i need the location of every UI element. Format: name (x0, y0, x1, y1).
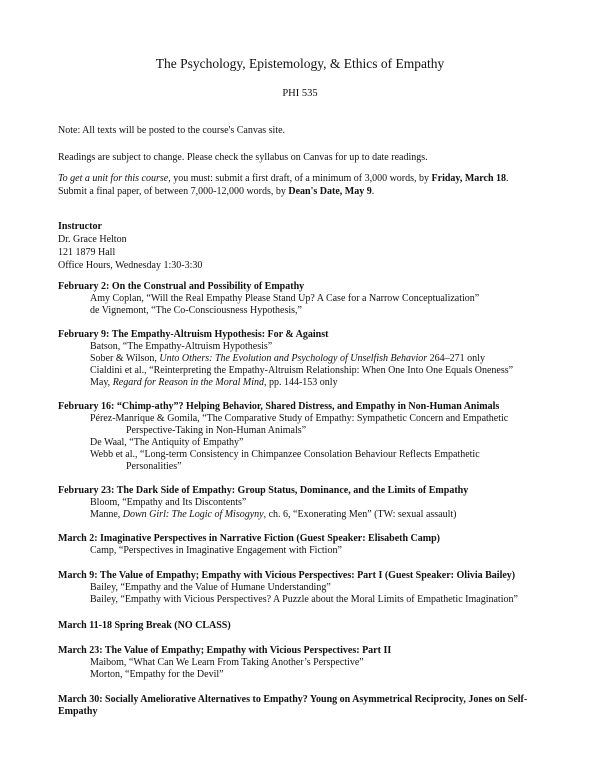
session-feb-2 (58, 281, 588, 317)
session-mar-23 (58, 645, 588, 681)
reading-item: De Waal, “The Antiquity of Empathy” (90, 437, 244, 448)
course-number: PHI 535 (282, 88, 318, 99)
unit-intro: To get a unit for this course, (58, 173, 171, 184)
reading-item-continued: Personalities” (126, 461, 182, 472)
session-title: February 23: The Dark Side of Empathy: Group Status, Dominance, and the Limits of Empathy (58, 485, 469, 496)
document-title: The Psychology, Epistemology, & Ethics of Empathy (155, 56, 445, 71)
session-feb-9 (58, 329, 588, 389)
reading-item-continued: Perspective-Taking in Non-Human Animals” (126, 425, 307, 436)
session-title: February 16: “Chimp-athy”? Helping Behavior, Shared Distress, and Empathy in Non-Human Animals (58, 401, 500, 412)
session-mar-30 (58, 694, 548, 718)
session-title: March 30: Socially Ameliorative Alternatives to Empathy? Young on Asymmetrical Reciprocity, Jones on Self-Empathy (58, 694, 528, 717)
reading-item: Webb et al., “Long-term Consistency in Chimpanzee Consolation Behaviour Reflects Empathetic (90, 449, 480, 460)
reading-author: Sober & Wilson, (90, 353, 160, 364)
spring-break (58, 620, 588, 632)
reading-item (58, 509, 588, 521)
instructor-block (58, 220, 588, 272)
canvas-note: Note: All texts will be posted to the course's Canvas site. (58, 125, 286, 136)
session-title: March 9: The Value of Empathy; Empathy with Vicious Perspectives: Part I (Guest Speaker: Olivia Bailey) (58, 570, 516, 581)
reading-author: Manne, (90, 509, 123, 520)
final-end: . (371, 186, 375, 197)
instructor-room: 121 1879 Hall (58, 247, 116, 258)
office-hours: Office Hours, Wednesday 1:30-3:30 (58, 260, 203, 271)
reading-chapter: , ch. 6, “Exonerating Men” (TW: sexual assault) (263, 509, 457, 520)
reading-item: Batson, “The Empathy-Altruism Hypothesis” (90, 341, 273, 352)
reading-item: Bloom, “Empathy and Its Discontents” (90, 497, 247, 508)
session-title: March 23: The Value of Empathy; Empathy with Vicious Perspectives: Part II (58, 645, 392, 656)
reading-item: Morton, “Empathy for the Devil” (90, 669, 224, 680)
session-feb-16 (58, 401, 588, 473)
reading-item: Camp, “Perspectives in Imaginative Engagement with Fiction” (90, 545, 342, 556)
unit-requirement (58, 172, 558, 185)
final-text: Submit a final paper, of between 7,000-12,000 words, by (58, 186, 289, 197)
draft-deadline: Friday, March 18 (431, 173, 507, 184)
reading-item (58, 353, 588, 365)
reading-book-title: Down Girl: The Logic of Misogyny (122, 509, 264, 520)
reading-pages: 264–271 only (427, 353, 485, 364)
reading-book-title: Unto Others: The Evolution and Psychology of Unselfish Behavior (159, 353, 428, 364)
reading-item (58, 377, 588, 389)
session-mar-9 (58, 570, 588, 606)
readings-change-note: Readings are subject to change. Please check the syllabus on Canvas for up to date readings. (58, 152, 428, 163)
session-title: March 11-18 Spring Break (NO CLASS) (58, 620, 231, 631)
reading-pages: , pp. 144-153 only (263, 377, 338, 388)
reading-author: May, (90, 377, 113, 388)
reading-item: Bailey, “Empathy with Vicious Perspectives? A Puzzle about the Moral Limits of Empathetic Imagination” (90, 594, 518, 605)
session-title: March 2: Imaginative Perspectives in Narrative Fiction (Guest Speaker: Elisabeth Camp) (58, 533, 440, 544)
reading-item: Bailey, “Empathy and the Value of Humane Understanding” (90, 582, 331, 593)
session-feb-23 (58, 485, 588, 521)
reading-item: Pérez-Manrique & Gomila, “The Comparative Study of Empathy: Sympathetic Concern and Empathetic (90, 413, 509, 424)
reading-book-title: Regard for Reason in the Moral Mind (112, 377, 264, 388)
unit-text: you must: submit a first draft, of a minimum of 3,000 words, by (170, 173, 432, 184)
unit-end: . (506, 173, 509, 184)
reading-item: Cialdini et al., “Reinterpreting the Empathy-Altruism Relationship: When One Into One Equals Oneness” (90, 365, 514, 376)
instructor-heading: Instructor (58, 221, 102, 232)
session-mar-2 (58, 533, 588, 557)
session-title: February 9: The Empathy-Altruism Hypothesis: For & Against (58, 329, 329, 340)
session-title: February 2: On the Construal and Possibility of Empathy (58, 281, 305, 292)
final-deadline: Dean's Date, May 9 (288, 186, 372, 197)
reading-item: Maibom, “What Can We Learn From Taking Another’s Perspective” (90, 657, 364, 668)
instructor-name: Dr. Grace Helton (58, 234, 127, 245)
reading-item: de Vignemont, “The Co-Consciousness Hypothesis,” (90, 305, 302, 316)
reading-item: Amy Coplan, “Will the Real Empathy Please Stand Up? A Case for a Narrow Conceptualization” (90, 293, 480, 304)
final-paper-requirement (58, 185, 558, 198)
